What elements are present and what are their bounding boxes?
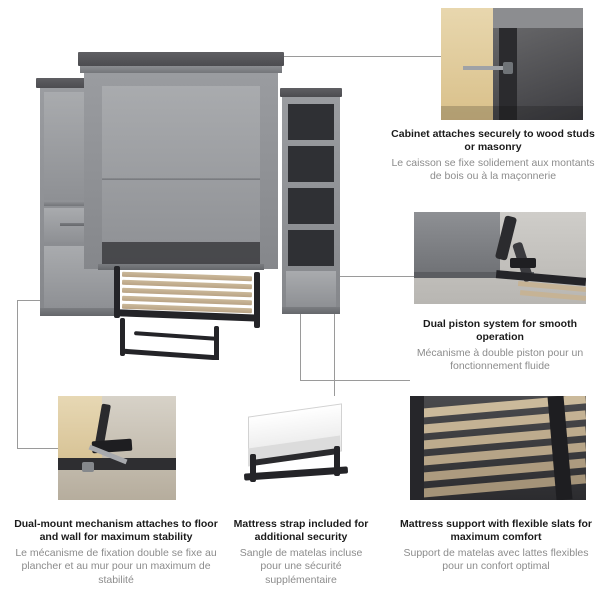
bed-front-panel-edge xyxy=(98,264,264,270)
piston-mount-bracket xyxy=(510,258,536,268)
cabinet-top-edge xyxy=(493,8,583,28)
right-cabinet-shelf-2 xyxy=(288,146,334,182)
dual-mount-mechanism-photo xyxy=(58,396,176,500)
right-cabinet-shelf-1 xyxy=(288,104,334,140)
right-cabinet-shelf-4 xyxy=(288,230,334,266)
bed-frame-leg xyxy=(334,446,340,476)
floor-shadow xyxy=(58,470,176,500)
wall-shadow-band xyxy=(441,106,583,120)
bed-support-cross-bar xyxy=(134,331,218,341)
caption-cabinet-studs xyxy=(388,128,598,184)
bed-back-panel-seam xyxy=(102,178,260,180)
flexible-slat-support-photo xyxy=(410,396,586,500)
murphy-bed-hero-photo xyxy=(18,30,378,360)
right-cabinet-crown xyxy=(280,88,342,97)
anchor-screw-head xyxy=(503,62,513,74)
mattress-strap-photo xyxy=(234,396,358,500)
right-cabinet-base xyxy=(282,307,340,314)
right-cabinet-lower-door xyxy=(286,271,336,307)
caption-dual-piston-en: Dual piston system for smooth operation xyxy=(422,318,578,344)
bed-cabinet-crown xyxy=(78,52,284,66)
caption-cabinet-studs-en: Cabinet attaches securely to wood studs or masonry xyxy=(391,128,595,154)
left-cabinet-base xyxy=(40,308,118,316)
cabinet-wall-anchor-photo xyxy=(441,8,583,120)
leader-line-mattress-support xyxy=(300,380,410,381)
caption-dual-mount-fr: Le mécanisme de fixation double se fixe au plancher et au mur pour un maximum de stabilité xyxy=(15,546,217,586)
caption-mattress-support-fr: Support de matelas avec lattes flexibles pour un confort optimal xyxy=(403,546,589,573)
bed-support-foot-bar xyxy=(122,349,218,360)
cabinet-side-panel-grey xyxy=(414,212,500,276)
bed-front-panel-face xyxy=(102,242,260,266)
caption-mattress-support xyxy=(398,518,594,574)
slat-end-cap xyxy=(410,396,424,500)
wall-wood-panel xyxy=(58,396,102,466)
caption-cabinet-studs-fr: Le caisson se fixe solidement aux montants de bois ou à la maçonnerie xyxy=(391,156,595,183)
bed-cabinet-crown-shadow xyxy=(80,66,282,73)
caption-dual-piston-fr: Mécanisme à double piston pour un fonctionnement fluide xyxy=(416,346,584,373)
bed-back-panel xyxy=(102,86,260,262)
caption-mattress-strap-fr: Sangle de matelas incluse pour une sécurité supplémentaire xyxy=(239,546,363,586)
right-cabinet-shelf-3 xyxy=(288,188,334,224)
wood-stud xyxy=(441,8,493,120)
caption-mattress-strap xyxy=(228,518,374,587)
dual-piston-system-photo xyxy=(414,212,586,304)
leader-line-dual-mount-h2 xyxy=(17,448,59,449)
caption-dual-piston xyxy=(404,318,596,374)
caption-dual-mount-en: Dual-mount mechanism attaches to floor and wall for maximum stability xyxy=(14,518,218,544)
bed-frame-leg xyxy=(250,454,256,482)
caption-dual-mount xyxy=(10,518,222,587)
caption-mattress-strap-en: Mattress strap included for additional security xyxy=(233,518,369,544)
caption-mattress-support-en: Mattress support with flexible slats for maximum comfort xyxy=(400,518,592,544)
